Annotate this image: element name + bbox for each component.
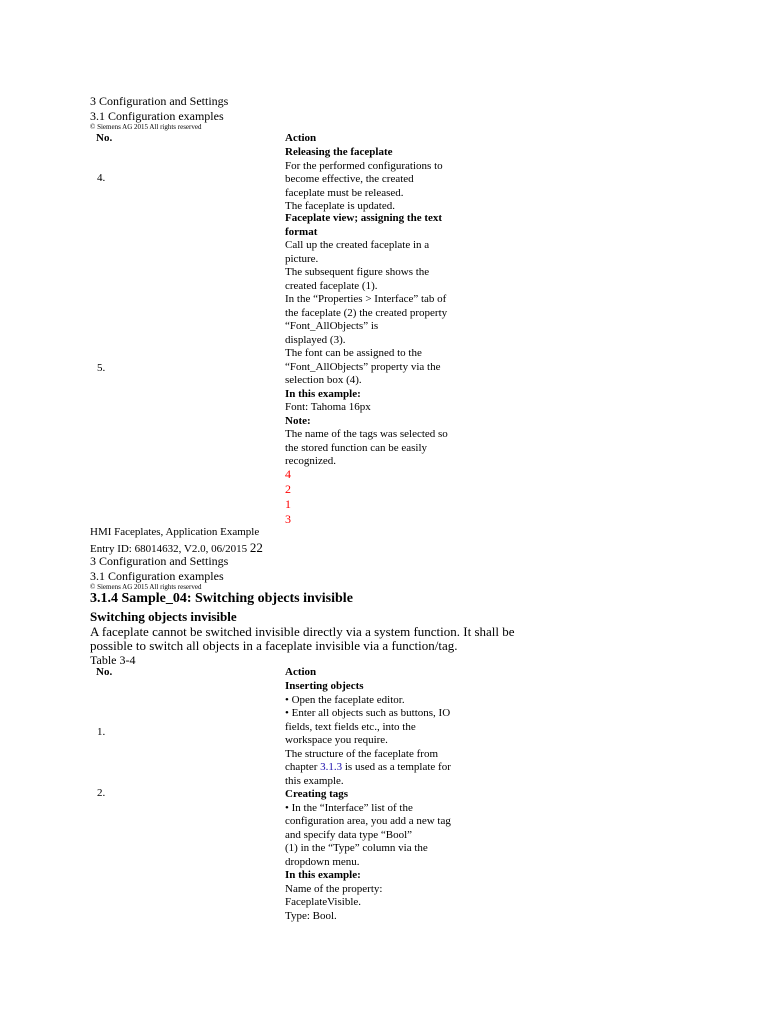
figure-callout-number: 3 [285, 512, 291, 526]
row-2-line: Creating tags [285, 788, 349, 800]
row-4-action [285, 146, 465, 214]
row-1-line: • Enter all objects such as buttons, IO [285, 707, 451, 719]
row-4-line: For the performed configurations to [285, 159, 443, 172]
section-header-2: 3.1 Configuration examples [90, 569, 224, 583]
figure-callout-number: 2 [285, 482, 291, 496]
row-2-line: configuration area, you add a new tag [285, 815, 451, 827]
row-4-line: Releasing the faceplate [285, 146, 393, 158]
row-5-line: The subsequent figure shows the [285, 266, 430, 278]
row-5-line: format [285, 225, 318, 238]
column-header-action: Action [285, 132, 317, 144]
subsection-heading: Switching objects invisible [90, 609, 237, 624]
section-heading: 3.1.4 Sample_04: Switching objects invisible [90, 591, 353, 606]
row-2-line: Type: Bool. [285, 909, 337, 922]
intro-line-1: A faceplate cannot be switched invisible directly via a system function. It shall be [90, 624, 515, 639]
column-header-no-2: No. [96, 666, 113, 678]
row-5-line: created faceplate (1). [285, 279, 378, 292]
row-5-line: picture. [285, 252, 319, 265]
row-5-line: “Font_AllObjects” property via the [285, 360, 441, 373]
chapter-reference-line [285, 761, 465, 775]
row-4-line: faceplate must be released. [285, 186, 404, 199]
copyright-notice-2: © Siemens AG 2015 All rights reserved [90, 583, 202, 591]
figure-callout-number: 1 [285, 497, 291, 511]
column-header-no: No. [96, 132, 113, 144]
chapter-header-2: 3 Configuration and Settings [90, 554, 229, 568]
row-1-last-line: this example. [285, 774, 344, 787]
row-5-line: “Font_AllObjects” is [285, 320, 379, 332]
row-2-line: dropdown menu. [285, 855, 360, 868]
figure-callout-number: 4 [285, 467, 291, 481]
row-5-line: The font can be assigned to the [285, 347, 422, 359]
row-2-line: • In the “Interface” list of the [285, 801, 413, 814]
row-1-action [285, 680, 465, 788]
row-number-5: 5. [97, 362, 106, 374]
row-5-line: selection box (4). [285, 374, 362, 386]
chapter-header: 3 Configuration and Settings [90, 94, 229, 108]
row-1-line: The structure of the faceplate from [285, 747, 439, 760]
figure-callout-labels [285, 467, 465, 527]
section-header: 3.1 Configuration examples [90, 109, 224, 123]
row-5-line: In the “Properties > Interface” tab of [285, 293, 447, 305]
row-number-2: 2. [97, 787, 106, 799]
row-2-line: and specify data type “Bool” [285, 828, 413, 841]
chapter-link[interactable]: 3.1.3 [320, 761, 343, 773]
row-2-line: In this example: [285, 869, 361, 881]
row-5-line: Note: [285, 414, 311, 427]
intro-line-2: possible to switch all objects in a faceplate invisible via a function/tag. [90, 638, 458, 653]
table-label: Table 3-4 [90, 653, 136, 667]
row-5-line: The name of the tags was selected so [285, 428, 448, 440]
row-1-line: Inserting objects [285, 680, 364, 692]
row-5-line: Call up the created faceplate in a [285, 239, 430, 251]
row-2-action [285, 788, 465, 923]
row-4-line: become effective, the created [285, 173, 414, 185]
row-5-line: Font: Tahoma 16px [285, 401, 371, 413]
row-number-1: 1. [97, 726, 106, 738]
row-2-line: (1) in the “Type” column via the [285, 842, 428, 854]
reference-suffix: is used as a template for [342, 761, 451, 773]
row-5-action [285, 212, 465, 469]
row-5-line: the stored function can be easily [285, 441, 428, 454]
footer-entry-id: Entry ID: 68014632, V2.0, 06/2015 [90, 543, 248, 555]
footer-title: HMI Faceplates, Application Example [90, 526, 260, 538]
page-number: 22 [249, 540, 263, 555]
column-header-action-2: Action [285, 666, 317, 678]
row-5-line: displayed (3). [285, 333, 346, 346]
reference-prefix: chapter [285, 761, 321, 773]
row-number-4: 4. [97, 172, 106, 184]
row-1-line: workspace you require. [285, 734, 388, 746]
footer-entry [90, 541, 263, 555]
row-5-line: In this example: [285, 387, 361, 400]
row-5-line: the faceplate (2) the created property [285, 306, 448, 319]
row-5-line: Faceplate view; assigning the text [285, 212, 443, 224]
row-1-line: fields, text fields etc., into the [285, 720, 416, 733]
row-5-line: recognized. [285, 455, 336, 467]
row-1-line: • Open the faceplate editor. [285, 693, 405, 706]
row-4-line: The faceplate is updated. [285, 200, 395, 212]
row-2-line: Name of the property: [285, 882, 383, 895]
row-2-line: FaceplateVisible. [285, 896, 362, 908]
copyright-notice: © Siemens AG 2015 All rights reserved [90, 123, 202, 131]
